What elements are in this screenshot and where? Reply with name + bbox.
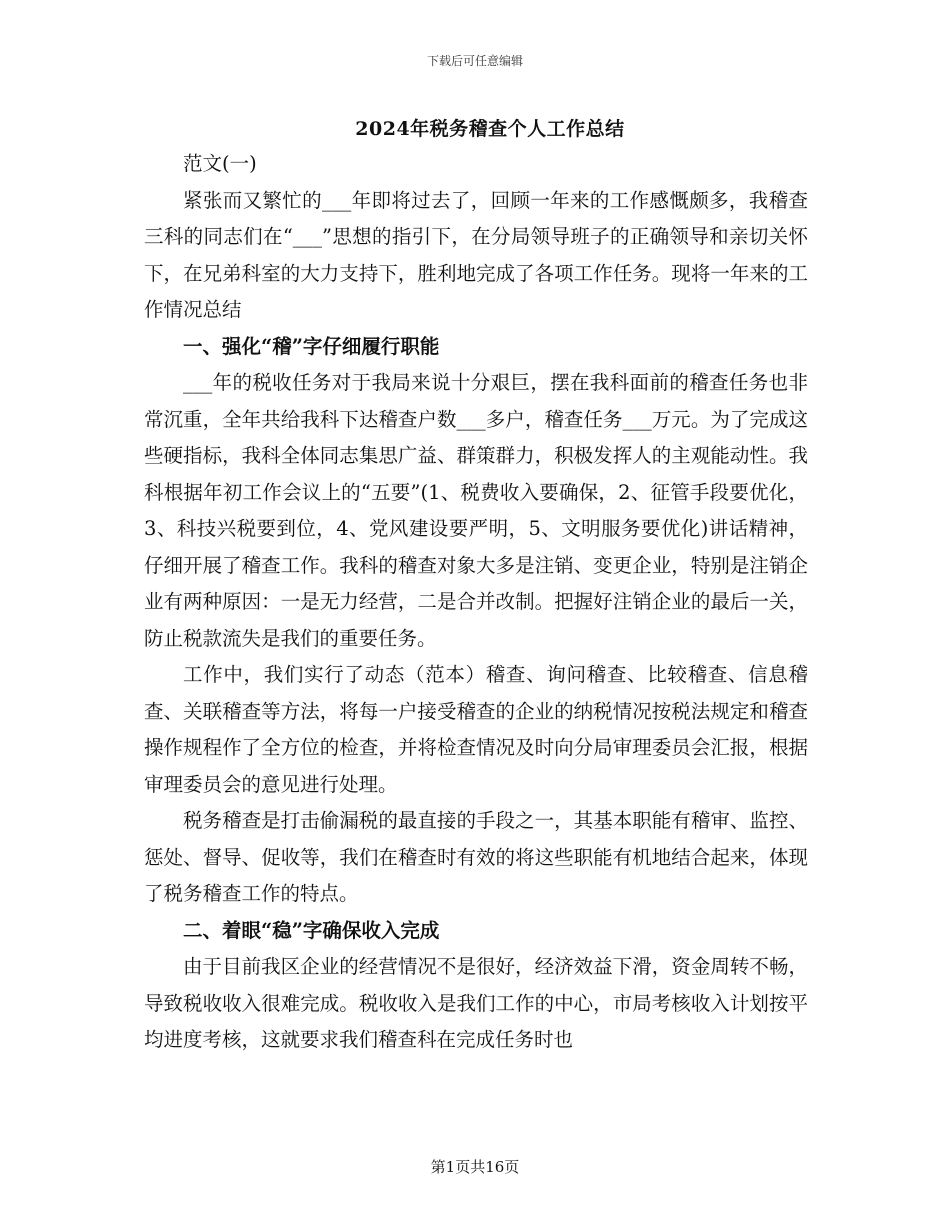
page-footer: 第1页共16页: [430, 1158, 520, 1176]
document-subtitle: 范文(一): [183, 152, 257, 175]
document-title: 2024年税务稽查个人工作总结: [355, 118, 625, 140]
paragraph-section1-a: ___年的税收任务对于我局来说十分艰巨，摆在我科面前的稽查任务也非常沉重，全年共给我科下达稽查户数___多户，稽查任务___万元。为了完成这些硬指标，我科全体同志集思广益、群策群力，积极发挥人的主观能动性。我科根据年初工作会议上的“五要”(1、税费收入要确保，2、征管手段要优化，3、科技兴税要到位，4、党风建设要严明，5、文明服务要优化)讲话精神，仔细开展了稽查工作。我科的稽查对象大多是注销、变更企业，特别是注销企业有两种原因：一是无力经营，二是合并改制。把握好注销企业的最后一关，防止税款流失是我们的重要任务。: [144, 371, 808, 650]
paragraph-section1-c: 税务稽查是打击偷漏税的最直接的手段之一，其基本职能有稽审、监控、惩处、督导、促收等，我们在稽查时有效的将这些职能有机地结合起来，体现了税务稽查工作的特点。: [144, 809, 808, 905]
document-body: [144, 146, 808, 1059]
section-heading-2: 二、着眼“稳”字确保收入完成: [183, 918, 440, 942]
section-heading-1: 一、强化“稽”字仔细履行职能: [183, 334, 440, 358]
header-note: 下载后可任意编辑: [426, 54, 523, 68]
paragraph-section2-a: 由于目前我区企业的经营情况不是很好，经济效益下滑，资金周转不畅，导致税收收入很难完成。税收收入是我们工作的中心，市局考核收入计划按平均进度考核，这就要求我们稽查科在完成任务时也: [144, 955, 808, 1051]
paragraph-intro: 紧张而又繁忙的___年即将过去了，回顾一年来的工作感慨颇多，我稽查三科的同志们在“___”思想的指引下，在分局领导班子的正确领导和亲切关怀下，在兄弟科室的大力支持下，胜利地完成了各项工作任务。现将一年来的工作情况总结: [144, 188, 808, 321]
paragraph-section1-b: 工作中，我们实行了动态（范本）稽查、询问稽查、比较稽查、信息稽查、关联稽查等方法，将每一户接受稽查的企业的纳税情况按税法规定和稽查操作规程作了全方位的检查，并将检查情况及时向分局审理委员会汇报，根据审理委员会的意见进行处理。: [144, 663, 808, 796]
